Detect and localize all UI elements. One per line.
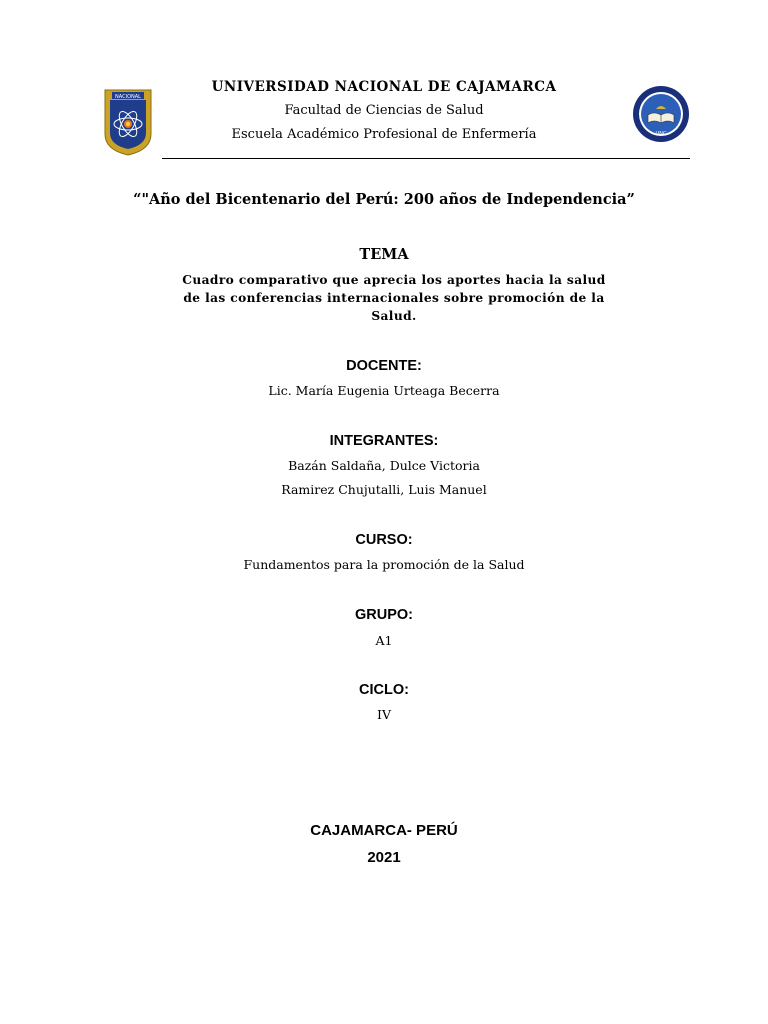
- docente-value: Lic. María Eugenia Urteaga Becerra: [268, 383, 500, 398]
- footer-year: 2021: [367, 849, 401, 866]
- ciclo-heading: CICLO:: [359, 682, 409, 698]
- docente-heading: DOCENTE:: [346, 358, 422, 374]
- tema-line: de las conferencias internacionales sobre promoción de la: [183, 291, 605, 305]
- grupo-heading: GRUPO:: [355, 607, 413, 623]
- tema-line: Cuadro comparativo que aprecia los aportes hacia la salud: [182, 273, 606, 287]
- integrantes-heading: INTEGRANTES:: [329, 433, 439, 449]
- university-name: UNIVERSIDAD NACIONAL DE CAJAMARCA: [211, 79, 557, 95]
- faculty-name: Facultad de Ciencias de Salud: [284, 103, 484, 118]
- svg-text:NACIONAL: NACIONAL: [115, 94, 141, 100]
- tema-line: Salud.: [371, 309, 417, 323]
- integrante-item: Bazán Saldaña, Dulce Victoria: [288, 458, 480, 473]
- integrante-item: Ramirez Chujutalli, Luis Manuel: [281, 482, 487, 497]
- footer-place: CAJAMARCA- PERÚ: [310, 822, 458, 839]
- svg-text:UNC: UNC: [655, 131, 667, 137]
- ciclo-value: IV: [377, 707, 391, 722]
- curso-heading: CURSO:: [355, 532, 413, 548]
- school-name: Escuela Académico Profesional de Enfermería: [231, 127, 537, 142]
- university-crest-icon: [103, 88, 153, 156]
- year-title: “"Año del Bicentenario del Perú: 200 años de Independencia”: [133, 191, 635, 208]
- tema-heading: TEMA: [359, 246, 409, 263]
- tema-body: [164, 271, 624, 325]
- header-divider: [162, 158, 690, 159]
- grupo-value: A1: [375, 633, 393, 648]
- curso-value: Fundamentos para la promoción de la Salud: [243, 557, 525, 572]
